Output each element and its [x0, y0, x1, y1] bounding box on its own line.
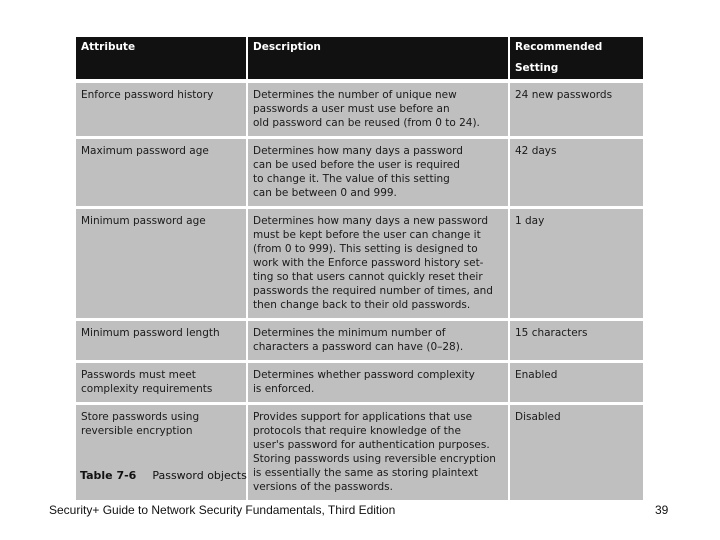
description-cell: Determines how many days a password can be used before the user is required to change it. The value of this setting can be between 0 and 999.	[248, 139, 510, 209]
table-row	[76, 139, 643, 209]
description-cell: Provides support for applications that use protocols that require knowledge of the user's password for authentication purposes. Storing passwords using reversible encryption is essentially the same as storing plaintext versions of the passwords.	[248, 405, 510, 503]
description-cell: Determines the minimum number of characters a password can have (0–28).	[248, 321, 510, 363]
table-row	[76, 405, 643, 503]
setting-cell: 1 day	[510, 209, 643, 321]
description-cell: Determines the number of unique new passwords a user must use before an old password can be reused (from 0 to 24).	[248, 83, 510, 139]
setting-cell: 24 new passwords	[510, 83, 643, 139]
table-row	[76, 209, 643, 321]
table-caption	[80, 469, 247, 482]
setting-cell: 15 characters	[510, 321, 643, 363]
header-recommended-setting: Recommended Setting	[510, 37, 643, 83]
attribute-cell: Minimum password age	[76, 209, 248, 321]
table-row	[76, 83, 643, 139]
password-objects-table	[76, 37, 643, 503]
header-description: Description	[248, 37, 510, 83]
attribute-cell: Maximum password age	[76, 139, 248, 209]
attribute-cell: Enforce password history	[76, 83, 248, 139]
table-header-row	[76, 37, 643, 83]
table-row	[76, 363, 643, 405]
caption-title: Password objects	[152, 469, 247, 482]
attribute-cell: Passwords must meet complexity requirements	[76, 363, 248, 405]
page-number: 39	[655, 503, 669, 517]
caption-number: Table 7-6	[80, 469, 137, 482]
description-cell: Determines how many days a new password must be kept before the user can change it (from 0 to 999). This setting is designed to work with the Enforce password history set- ting so that users cannot quickly reset their passwords the required number of times, and then change back to their old passwords.	[248, 209, 510, 321]
setting-cell: 42 days	[510, 139, 643, 209]
setting-cell: Enabled	[510, 363, 643, 405]
attribute-cell: Store passwords using reversible encryption	[76, 405, 248, 503]
setting-cell: Disabled	[510, 405, 643, 503]
table-row	[76, 321, 643, 363]
footer-book-title: Security+ Guide to Network Security Fundamentals, Third Edition	[49, 503, 396, 517]
attribute-cell: Minimum password length	[76, 321, 248, 363]
header-attribute: Attribute	[76, 37, 248, 83]
description-cell: Determines whether password complexity is enforced.	[248, 363, 510, 405]
